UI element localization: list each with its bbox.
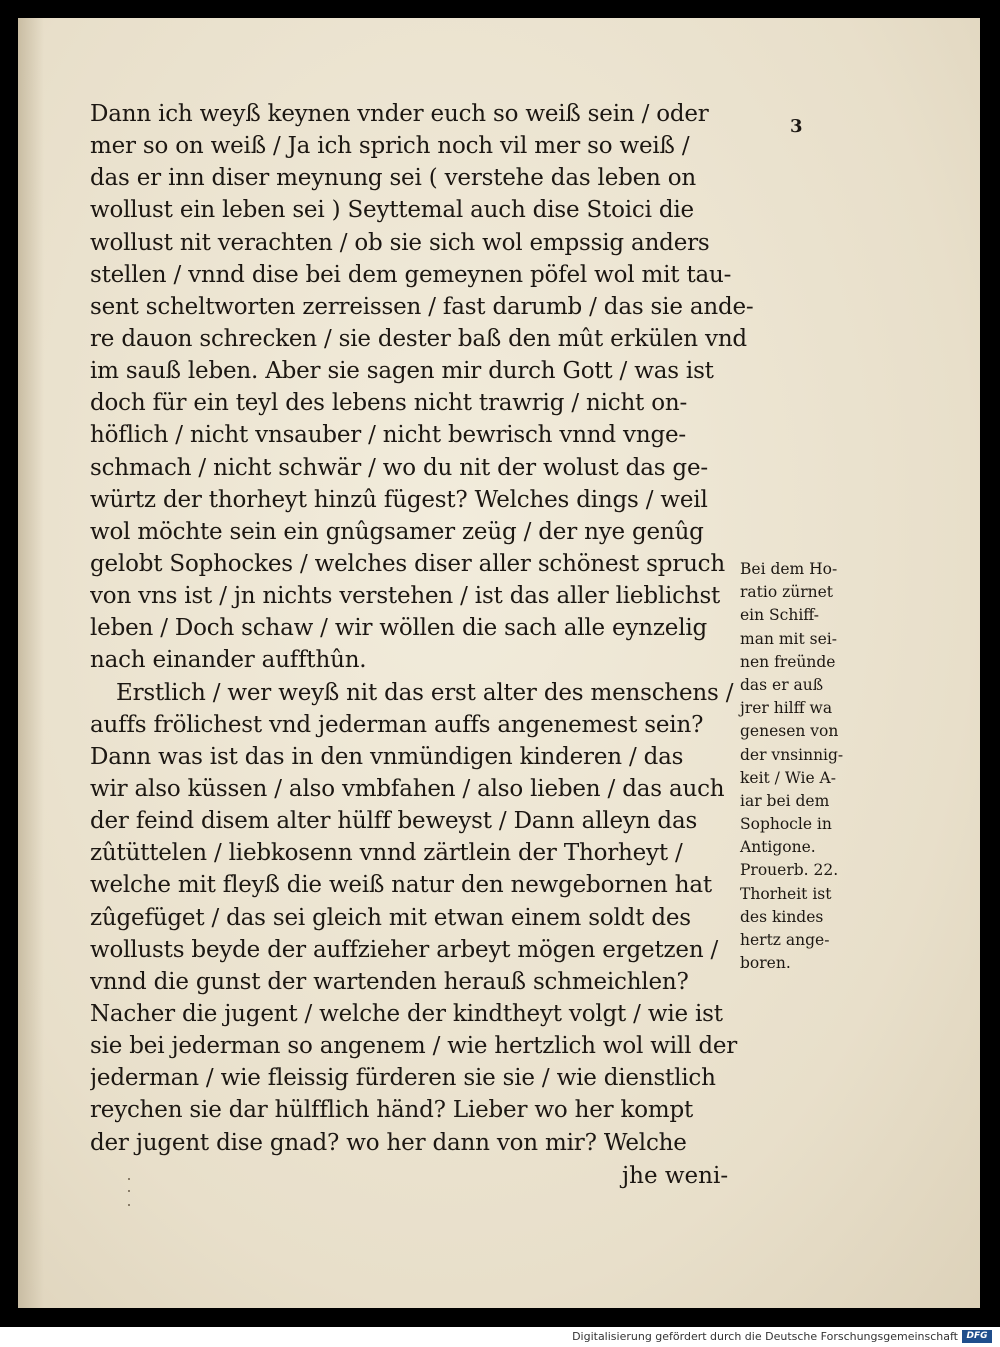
- gloss-line: Sophocle in: [740, 815, 832, 834]
- text-line: wollust ein leben sei ) Seyttemal auch dise Stoici die: [90, 197, 694, 224]
- text-line: leben / Doch schaw / wir wöllen die sach alle eynzelig: [90, 615, 708, 642]
- footer-bar: [0, 1327, 1000, 1347]
- text-line: zûtüttelen / liebkosenn vnnd zärtlein der Thorheyt /: [90, 840, 683, 867]
- text-line: gelobt Sophockes / welches diser aller schönest spruch: [90, 550, 725, 577]
- text-line: auffs frölichest vnd jederman auffs angenemest sein?: [90, 711, 704, 738]
- gloss-line: hertz ange-: [740, 931, 830, 949]
- text-line: der feind disem alter hülff beweyst / Dann alleyn das: [90, 808, 698, 835]
- gloss-line: der vnsinnig-: [740, 745, 844, 764]
- text-line: im sauß leben. Aber sie sagen mir durch Gott / was ist: [90, 358, 714, 385]
- gloss-line: nen freünde: [740, 652, 836, 671]
- text-line: sent scheltworten zerreissen / fast darumb / das sie ande-: [90, 293, 754, 320]
- text-line: schmach / nicht schwär / wo du nit der wolust das ge-: [90, 454, 708, 481]
- text-line: welche mit fleyß die weiß natur den newgebornen hat: [90, 872, 712, 899]
- gloss-line: ratio zürnet: [740, 583, 834, 602]
- text-line: vnnd die gunst der wartenden herauß schmeichlen?: [90, 968, 689, 995]
- gloss-line: das er auß: [740, 675, 824, 694]
- text-line: höflich / nicht vnsauber / nicht bewrisch vnnd vnge-: [90, 422, 686, 449]
- gloss-line: genesen von: [740, 722, 839, 741]
- text-line: reychen sie dar hülfflich händ? Lieber wo her kompt: [90, 1097, 694, 1124]
- gloss-line: man mit sei-: [740, 629, 837, 648]
- text-line: das er inn diser meynung sei ( verstehe das leben on: [90, 165, 697, 192]
- text-line: würtz der thorheyt hinzû fügest? Welches dings / weil: [90, 486, 708, 513]
- folio-number: 3: [790, 116, 803, 137]
- text-line: stellen / vnnd dise bei dem gemeynen pöfel wol mit tau-: [90, 261, 732, 288]
- text-line: wir also küssen / also vmbfahen / also lieben / das auch: [90, 775, 725, 802]
- text-line: zûgefüget / das sei gleich mit etwan einem soldt des: [90, 904, 691, 931]
- text-line: nach einander auffthûn.: [90, 647, 367, 674]
- gloss-line: keit / Wie A-: [740, 768, 836, 787]
- funding-credit: Digitalisierung gefördert durch die Deutsche Forschungsgemeinschaft: [572, 1330, 958, 1343]
- text-line: von vns ist / jn nichts verstehen / ist das aller lieblichst: [90, 583, 721, 610]
- gloss-line: Thorheit ist: [740, 884, 832, 903]
- marginal-gloss: [740, 558, 890, 975]
- text-line: wol möchte sein ein gnûgsamer zeüg / der nye genûg: [90, 518, 704, 545]
- text-line: jederman / wie fleissig fürderen sie sie / wie dienstlich: [90, 1065, 716, 1092]
- main-text-block: [90, 98, 780, 1159]
- dfg-logo-icon: DFG: [962, 1330, 992, 1343]
- gloss-line: des kindes: [740, 907, 824, 926]
- text-line: re dauon schrecken / sie dester baß den mût erkülen vnd: [90, 325, 747, 352]
- text-line: Erstlich / wer weyß nit das erst alter des menschens /: [116, 679, 734, 706]
- text-line: doch für ein teyl des lebens nicht trawrig / nicht on-: [90, 390, 688, 417]
- gloss-line: ein Schiff-: [740, 606, 819, 625]
- text-line: Dann was ist das in den vnmündigen kinderen / das: [90, 743, 684, 770]
- gloss-line: Antigone.: [740, 838, 816, 857]
- gloss-line: Bei dem Ho-: [740, 560, 838, 578]
- text-line: der jugent dise gnad? wo her dann von mir? Welche: [90, 1129, 687, 1156]
- gloss-line: iar bei dem: [740, 791, 830, 810]
- catchword: jhe weni-: [622, 1163, 729, 1189]
- text-line: Dann ich weyß keynen vnder euch so weiß sein / oder: [90, 101, 709, 127]
- text-line: wollust nit verachten / ob sie sich wol empssig anders: [90, 229, 710, 256]
- paper-specks: [128, 1178, 132, 1218]
- gloss-line: boren.: [740, 954, 791, 973]
- text-line: wollusts beyde der auffzieher arbeyt mögen ergetzen /: [90, 936, 719, 963]
- gloss-line: Prouerb. 22.: [740, 861, 839, 880]
- text-line: Nacher die jugent / welche der kindtheyt volgt / wie ist: [90, 1000, 723, 1027]
- text-line: sie bei jederman so angenem / wie hertzlich wol will der: [90, 1033, 738, 1060]
- text-line: mer so on weiß / Ja ich sprich noch vil mer so weiß /: [90, 133, 690, 160]
- gloss-line: jrer hilff wa: [740, 699, 833, 718]
- page-gutter-shadow: [18, 18, 44, 1308]
- book-page: [18, 18, 980, 1308]
